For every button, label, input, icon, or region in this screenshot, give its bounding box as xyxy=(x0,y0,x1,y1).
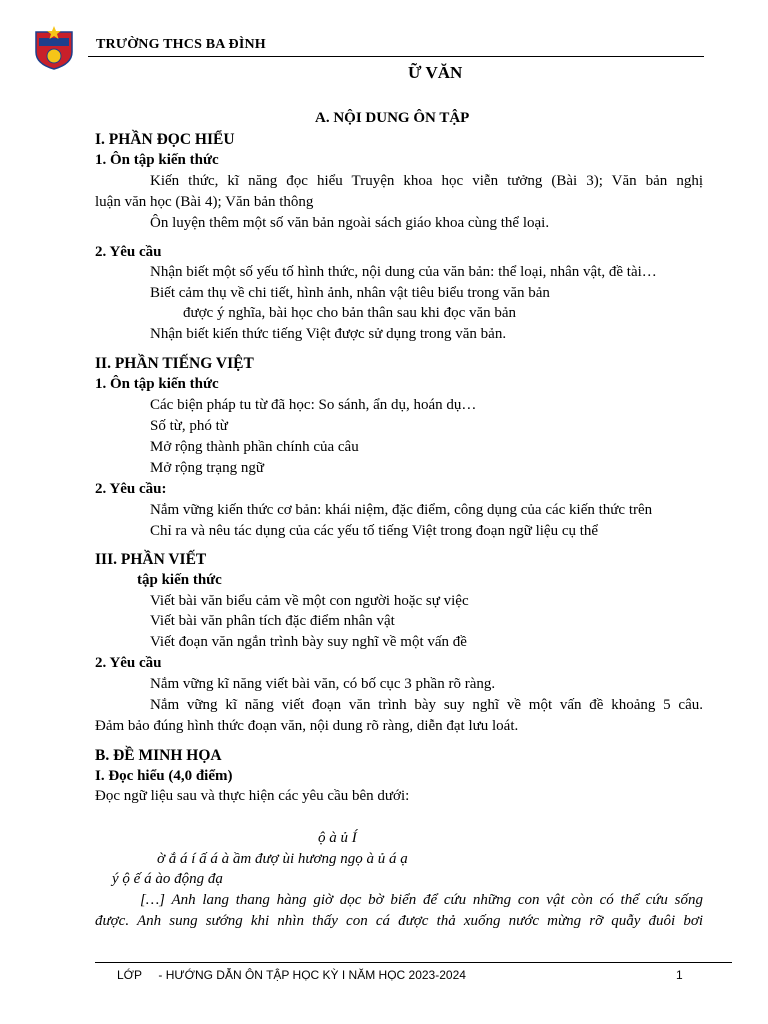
part1-sub2-title: 2. Yêu cầu xyxy=(95,244,162,260)
footer-text: LỚP - HƯỚNG DẪN ÔN TẬP HỌC KỲ I NĂM HỌC 2023-2024 xyxy=(117,968,466,982)
part1-sub1-line-2: luận văn học (Bài 4); Văn bản thông xyxy=(95,194,314,210)
part3-sub1-line-2: Viết bài văn phân tích đặc điểm nhân vật xyxy=(150,613,395,629)
part1-sub1-title: 1. Ôn tập kiến thức xyxy=(95,152,219,168)
part1-sub2-line-4: Nhận biết kiến thức tiếng Việt được sử dụng trong văn bản. xyxy=(150,326,507,342)
part2-sub1-line-4: Mở rộng trạng ngữ xyxy=(150,460,264,476)
part3-sub2-line-2: Nắm vững kĩ năng viết đoạn văn trình bày suy nghĩ về một vấn đề khoảng 5 câu. xyxy=(150,697,703,713)
part3-title: III. PHẦN VIẾT xyxy=(95,551,207,568)
section-a-title: A. NỘI DUNG ÔN TẬP xyxy=(315,110,470,126)
passage-line-1: […] Anh lang thang hàng giờ dọc bờ biển để cứu những con vật còn có thể cứu sống xyxy=(140,892,703,908)
part1-sub2-line-1: Nhận biết một số yếu tố hình thức, nội dung của văn bản: thể loại, nhân vật, đề tài… xyxy=(150,264,657,280)
document-title: Ữ VĂN xyxy=(408,63,463,82)
garbled-line-3: ý ộ ế á ào động đạ xyxy=(112,871,223,887)
part1-title: I. PHẦN ĐỌC HIỂU xyxy=(95,131,235,148)
page-number: 1 xyxy=(676,968,683,982)
part1-sub2-line-3: được ý nghĩa, bài học cho bản thân sau khi đọc văn bản xyxy=(183,305,517,321)
part2-sub1-title: 1. Ôn tập kiến thức xyxy=(95,376,219,392)
school-name: TRƯỜNG THCS BA ĐÌNH xyxy=(96,37,266,52)
garbled-line-1: ộ à ủ Í xyxy=(318,830,357,846)
part2-sub1-line-1: Các biện pháp tu từ đã học: So sánh, ẩn dụ, hoán dụ… xyxy=(150,397,477,413)
part3-sub1-title: tập kiến thức xyxy=(137,572,222,588)
part3-sub1-line-3: Viết đoạn văn ngắn trình bày suy nghĩ về một vấn đề xyxy=(150,634,467,650)
section-b-instruction: Đọc ngữ liệu sau và thực hiện các yêu cầu bên dưới: xyxy=(95,788,410,804)
section-b-title: B. ĐỀ MINH HỌA xyxy=(95,747,222,764)
section-b-part1-title: I. Đọc hiểu (4,0 điểm) xyxy=(95,768,233,784)
part3-sub2-line-3: Đảm bảo đúng hình thức đoạn văn, nội dung rõ ràng, diễn đạt lưu loát. xyxy=(95,718,519,734)
passage-line-2: được. Anh sung sướng khi nhìn thấy con cá được thả xuống nước mừng rỡ quẫy đuôi bơi xyxy=(95,913,703,929)
part1-sub1-line-3: Ôn luyện thêm một số văn bản ngoài sách giáo khoa cùng thể loại. xyxy=(150,215,550,231)
part1-sub1-line-1: Kiến thức, kĩ năng đọc hiểu Truyện khoa học viễn tưởng (Bài 3); Văn bản nghị xyxy=(150,173,703,189)
part2-sub1-line-3: Mở rộng thành phần chính của câu xyxy=(150,439,359,455)
part3-sub2-title: 2. Yêu cầu xyxy=(95,655,162,671)
header-rule xyxy=(88,56,704,57)
part2-sub2-line-2: Chỉ ra và nêu tác dụng của các yếu tố tiếng Việt trong đoạn ngữ liệu cụ thể xyxy=(150,523,599,539)
part3-sub2-line-1: Nắm vững kĩ năng viết bài văn, có bố cục 3 phần rõ ràng. xyxy=(150,676,496,692)
part2-sub2-line-1: Nắm vững kiến thức cơ bản: khái niệm, đặc điểm, công dụng của các kiến thức trên xyxy=(150,502,653,518)
footer-rule xyxy=(95,962,732,963)
garbled-line-2: ờ ắ á í ấ á à ầm đượ ùi hương ngọ à ủ á ạ xyxy=(157,851,408,867)
school-logo xyxy=(34,26,74,70)
part2-sub2-title: 2. Yêu cầu: xyxy=(95,481,167,497)
part2-title: II. PHẦN TIẾNG VIỆT xyxy=(95,355,254,372)
part3-sub1-line-1: Viết bài văn biểu cảm về một con người hoặc sự việc xyxy=(150,593,469,609)
part1-sub2-line-2: Biết cảm thụ về chi tiết, hình ảnh, nhân vật tiêu biểu trong văn bản xyxy=(150,285,550,301)
part2-sub1-line-2: Số từ, phó từ xyxy=(150,418,228,434)
